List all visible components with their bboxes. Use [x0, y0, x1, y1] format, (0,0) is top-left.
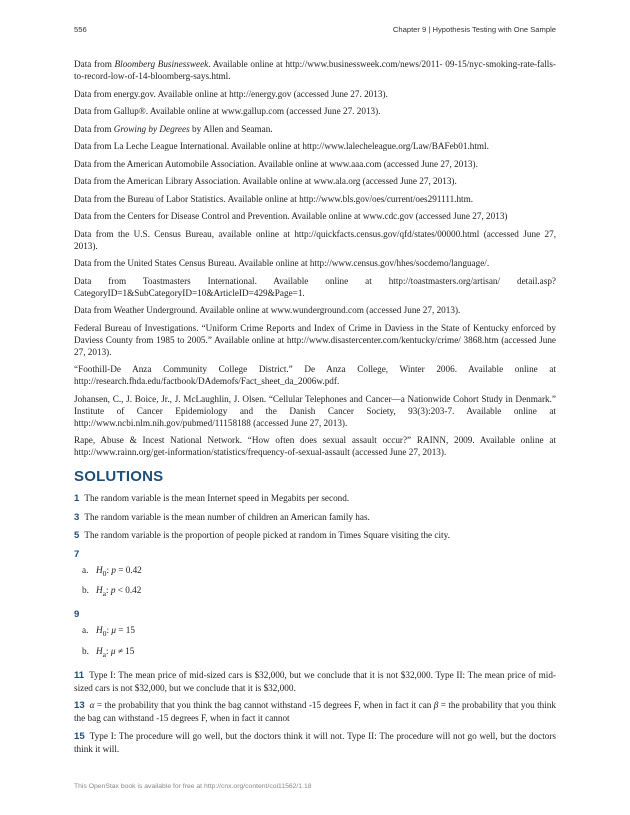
reference-item: Data from Bloomberg Businessweek. Available online at http://www.businessweek.com/news/2011- 09-15/nyc-smoking-rate-falls-to-record-low-of-14-bloomberg-says.html. [74, 59, 556, 81]
solution-item: 13 α = the probability that you think the bag cannot withstand -15 degrees F, when in fact it can β = the probability that you think the bag can withstand -15 degrees F, when in fact it cannot [74, 700, 556, 724]
question-number: 3 [74, 511, 80, 523]
reference-item: Data from Toastmasters International. Available online at http://toastmasters.org/artisan/ detail.asp?CategoryID=1&SubCategoryID=10&ArticleID=429&Page=1. [74, 275, 556, 298]
solution-item [74, 511, 556, 524]
reference-item: Data from the American Library Association. Available online at www.ala.org (accessed June 27, 2013). [74, 176, 457, 186]
solution-text: The random variable is the mean Internet speed in Megabits per second. [84, 493, 350, 503]
solution-text: The random variable is the mean number of children an American family has. [84, 511, 370, 522]
reference-item: Data from La Leche League International. Available online at http://www.lalecheleague.org/Law/BAFeb01.html. [74, 141, 489, 151]
reference-item: Data from Gallup®. Available online at www.gallup.com (accessed June 27. 2013). [74, 106, 381, 116]
publication-name: Growing by Degrees [113, 123, 190, 134]
question-number: 7 [74, 548, 80, 560]
reference-item: Data from the United States Census Bureau. Available online at http://www.census.gov/hhes/socdemo/language/. [74, 258, 490, 268]
hypothesis-alternative: b. $H_a$: p < 0.42 [82, 585, 142, 599]
question-number: 11 [74, 669, 85, 681]
solution-text: The random variable is the proportion of people picked at random in Times Square visiting the city. [84, 530, 450, 540]
solution-item [74, 730, 556, 755]
hypothesis-null: a. $H_0$: p = 0.42 [82, 564, 142, 578]
solution-item [74, 608, 556, 621]
solution-item [74, 669, 556, 694]
solutions-heading: SOLUTIONS [74, 468, 164, 485]
question-number: 9 [74, 609, 80, 621]
reference-item: Rape, Abuse & Incest National Network. “How often does sexual assault occur?” RAINN, 2009. Available online at http://www.rainn.org/get-information/statistics/frequency-of-sexual-assault (accessed June 27, 2013). [74, 435, 556, 457]
chapter-title: Chapter 9 | Hypothesis Testing with One Sample [392, 25, 556, 34]
solution-text: Type I: The mean price of mid-sized cars is $32,000, but we conclude that it is not $32,000. Type II: The mean price of mid-sized cars is not $32,000, but we conclude that it is $32,000. [74, 669, 556, 693]
reference-item: Data from the Bureau of Labor Statistics. Available online at http://www.bls.gov/oes/current/oes291111.htm. [74, 193, 474, 204]
question-number: 15 [74, 730, 85, 742]
hypothesis-alternative: b. $H_a$: μ ≠ 15 [82, 645, 135, 659]
reference-item: Data from the American Automobile Association. Available online at www.aaa.com (accessed June 27, 2013). [74, 158, 478, 169]
reference-item: Data from Growing by Degrees by Allen and Seaman. [74, 123, 273, 134]
references-list [74, 58, 556, 464]
question-number: 1 [74, 493, 80, 504]
reference-item: “Foothill-De Anza Community College District.” De Anza College, Winter 2006. Available online at http://research.fhda.edu/factbook/DAdemofs/Fact_sheet_da_2006w.pdf. [74, 364, 556, 386]
solution-item [74, 492, 556, 505]
reference-item: Data from the U.S. Census Bureau, available online at http://quickfacts.census.gov/qfd/states/00000.html (accessed June 27, 2013). [74, 228, 556, 251]
page-header [74, 25, 556, 37]
question-number: 5 [74, 530, 80, 541]
publication-name: Bloomberg Businessweek [114, 59, 209, 69]
hypothesis-null: a. $H_0$: μ = 15 [82, 625, 135, 638]
alpha-symbol: α [89, 700, 95, 711]
reference-item: Data from energy.gov. Available online at http://energy.gov (accessed June 27. 2013). [74, 88, 388, 99]
beta-symbol: β [433, 700, 439, 711]
solution-item [74, 529, 556, 542]
reference-item: Data from Weather Underground. Available online at www.wunderground.com (accessed June 27, 2013). [74, 305, 461, 315]
solution-item [74, 548, 556, 561]
solution-text: Type I: The procedure will go well, but the doctors think it will not. Type II: The procedure will not go well, but the doctors think it will. [74, 730, 556, 754]
page-number: 556 [74, 25, 87, 34]
question-number: 13 [74, 700, 85, 712]
reference-item: Federal Bureau of Investigations. “Uniform Crime Reports and Index of Crime in Daviess in the State of Kentucky enforced by Daviess County from 1985 to 2005.” Available online at http://www.disastercenter.com/kentucky/crime/ 3868.htm (accessed June 27, 2013). [74, 322, 556, 357]
reference-item: Data from the Centers for Disease Control and Prevention. Available online at www.cdc.gov (accessed June 27, 2013) [74, 211, 508, 221]
solutions-list [74, 492, 556, 760]
reference-item: Johansen, C., J. Boice, Jr., J. McLaughlin, J. Olsen. “Cellular Telephones and Cancer—a Nationwide Cohort Study in Denmark.” Institute of Cancer Epidemiology and the Danish Cancer Society, 93(3):203-7. Available online at http://www.ncbi.nlm.nih.gov/pubmed/11158188 (accessed June 27, 2013). [74, 393, 556, 428]
page-footer: This OpenStax book is available for free at http://cnx.org/content/col11562/1.18 [74, 783, 312, 790]
